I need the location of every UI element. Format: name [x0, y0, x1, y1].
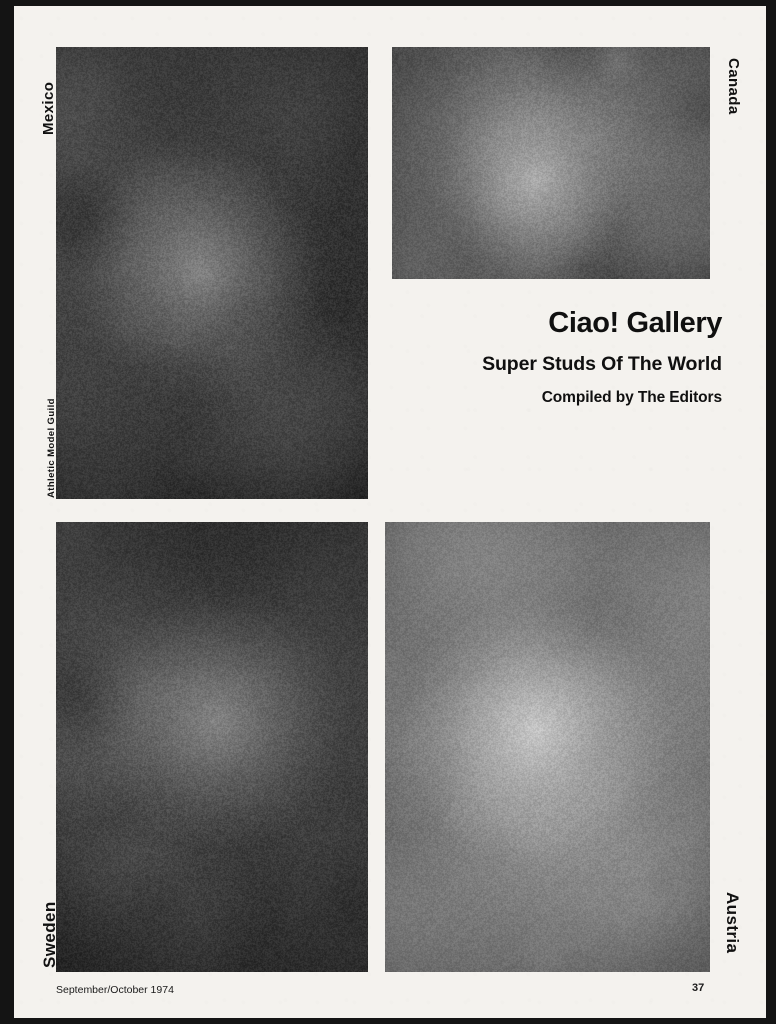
- caption-canada: Canada: [725, 58, 742, 115]
- scan-edge-right: [766, 0, 776, 1024]
- caption-sweden: Sweden: [40, 901, 59, 968]
- caption-mexico: Mexico: [40, 81, 57, 135]
- photo-mexico-canvas: [56, 47, 368, 499]
- scan-edge-bottom: [0, 1018, 776, 1024]
- photo-sweden: [56, 522, 368, 972]
- issue-date: September/October 1974: [56, 984, 174, 996]
- photo-austria-canvas: [385, 522, 710, 972]
- caption-athletic-model-guild: Athletic Model Guild: [46, 398, 57, 498]
- photo-canada: [392, 47, 710, 279]
- photo-canada-canvas: [392, 47, 710, 279]
- photo-austria: [385, 522, 710, 972]
- page-credit: Compiled by The Editors: [541, 389, 722, 407]
- page-number: 37: [692, 982, 705, 994]
- scan-edge-left: [0, 0, 14, 1024]
- photo-sweden-canvas: [56, 522, 368, 972]
- page-title: Ciao! Gallery: [548, 307, 722, 339]
- caption-austria: Austria: [723, 892, 742, 954]
- photo-mexico: [56, 47, 368, 499]
- headline-block: [392, 308, 722, 406]
- page-subtitle: Super Studs Of The World: [482, 352, 722, 375]
